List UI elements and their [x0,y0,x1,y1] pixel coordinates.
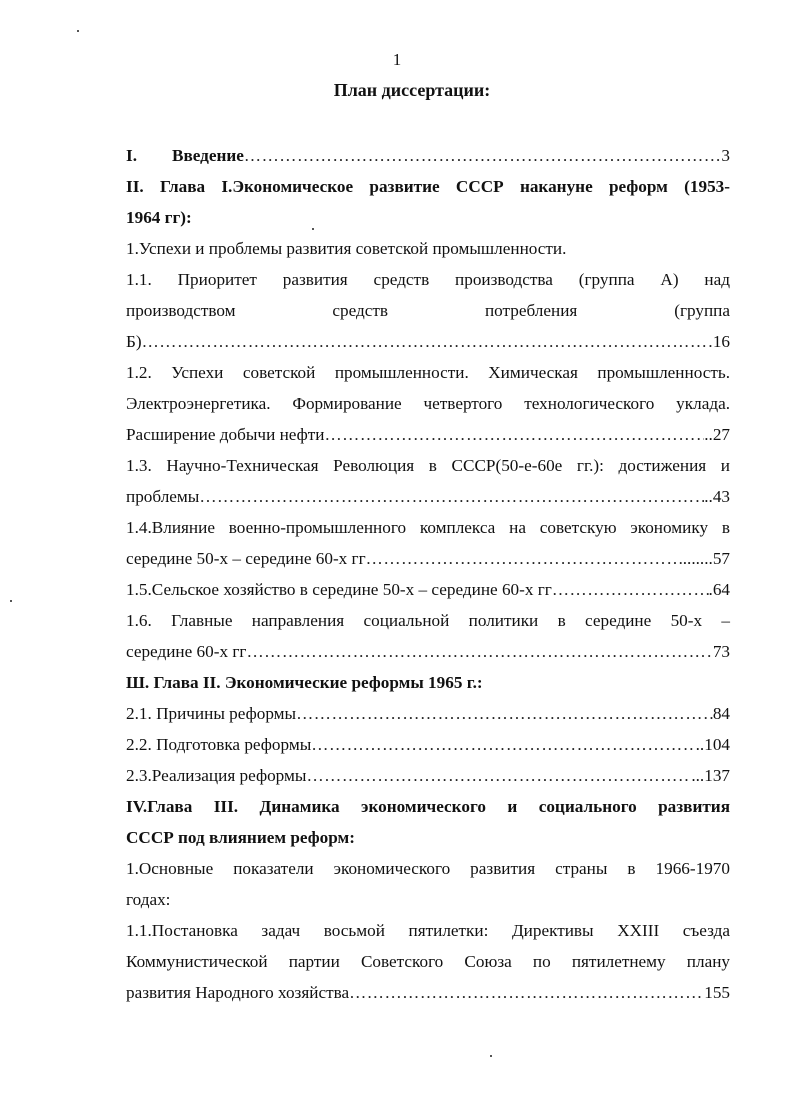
toc-entry-label: Б) [126,332,142,351]
toc-entry-1-6-line: 1.6. Главные направления социальной политики в середине 50-х – [126,611,730,630]
chapter-3-section-1: 1.Основные показатели экономического развития страны в 1966-1970 [126,859,730,878]
toc-entry-2-3 [126,760,730,791]
toc-entry-3-1-1-line: 1.1.Постановка задач восьмой пятилетки: Директивы XXIII съезда [126,921,730,940]
toc-entry-page: 155 [704,983,730,1002]
toc-entry-page: 3 [721,146,730,165]
toc-entry-1-3 [126,481,730,512]
toc-entry-label: 2.3.Реализация реформы [126,766,307,785]
toc-entry-1-1-line: 1.1. Приоритет развития средств производства (группа А) над [126,270,730,289]
toc-entry-page: .......57 [682,549,730,568]
toc-entry-3-1-1-line: Коммунистической партии Советского Союза по пятилетнему плану [126,952,730,971]
toc-entry-page: .64 [708,580,730,599]
toc-entry-label: развития Народного хозяйства [126,983,350,1002]
toc-entry-label: 2.1. Причины реформы [126,704,297,723]
chapter-3-heading-cont: СССР под влиянием реформ: [126,828,355,847]
chapter-3-heading: IV.Глава III. Динамика экономического и социального развития [126,797,730,816]
toc-entry-1-2 [126,419,730,450]
toc-entry-1-5 [126,574,730,605]
scan-speck [312,228,314,230]
toc-entry-1-3-line: 1.3. Научно-Техническая Революция в СССР(50-е-60е гг.): достижения и [126,456,730,475]
scan-speck [10,600,12,602]
toc-entry-1-2-line: Электроэнергетика. Формирование четвертого технологического уклада. [126,394,730,413]
toc-entry-1-1 [126,326,730,357]
toc-entry-label: середине 50-х – середине 60-х гг [126,549,366,568]
toc-entry-label: 1.5.Сельское хозяйство в середине 50-х – середине 60-х гг [126,580,552,599]
table-of-contents [126,140,730,1008]
toc-entry-label: Расширение добычи нефти [126,425,325,444]
toc-entry-3-1-1 [126,977,730,1008]
toc-entry-2-1 [126,698,730,729]
toc-entry-page: 16 [712,332,730,351]
page-number: 1 [392,50,402,69]
toc-entry-page: ...137 [691,766,730,785]
chapter-1-heading-cont: 1964 гг): [126,208,192,227]
toc-entry-number: I. [126,146,137,165]
toc-entry-label: середине 60-х гг [126,642,247,661]
chapter-1-section-1: 1.Успехи и проблемы развития советской промышленности. [126,239,567,258]
toc-entry-1-6 [126,636,730,667]
page-title: План диссертации: [333,80,491,100]
chapter-3-section-1-cont: годах: [126,890,171,909]
toc-entry-label: 2.2. Подготовка реформы [126,735,312,754]
chapter-1-heading: II. Глава I.Экономическое развитие СССР накануне реформ (1953- [126,177,730,196]
toc-entry-page: 73 [712,642,730,661]
toc-entry-2-2 [126,729,730,760]
scan-speck [77,30,79,32]
toc-entry-label: проблемы [126,487,200,506]
toc-entry-1-2-line: 1.2. Успехи советской промышленности. Химическая промышленность. [126,363,730,382]
chapter-2-heading: Ш. Глава II. Экономические реформы 1965 г.: [126,673,483,692]
toc-entry-introduction [126,140,730,171]
scan-speck [490,1055,492,1057]
toc-entry-page: ..43 [704,487,730,506]
toc-entry-1-4-line: 1.4.Влияние военно-промышленного комплекса на советскую экономику в [126,518,730,537]
toc-entry-1-1-line: производством средств потребления (группа [126,301,730,320]
toc-entry-page: 84 [712,704,730,723]
toc-entry-label: Введение [172,146,244,165]
toc-entry-1-4 [126,543,730,574]
toc-entry-page: ..104 [695,735,730,754]
toc-entry-page: ..27 [704,425,730,444]
